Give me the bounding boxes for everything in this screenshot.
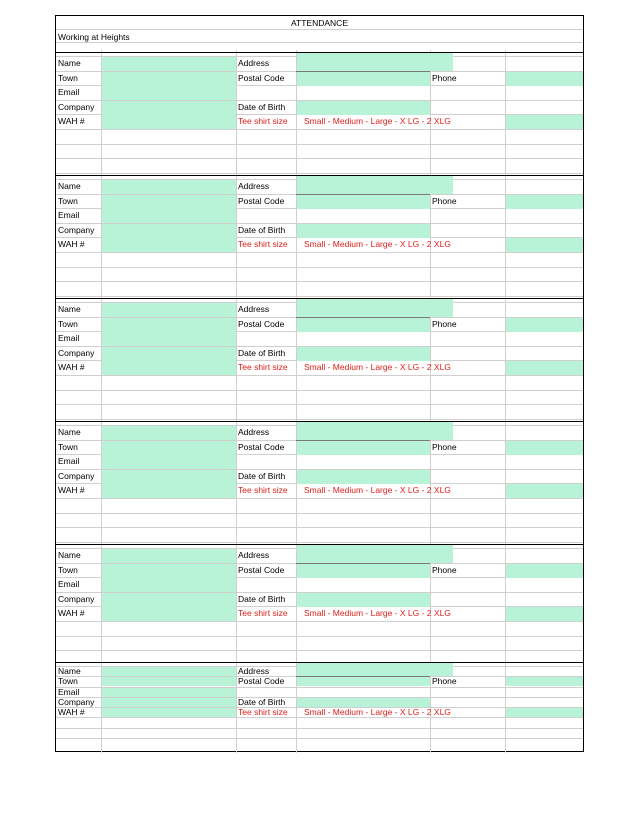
label-address: Address — [238, 427, 270, 438]
right-input-cell[interactable] — [506, 607, 583, 621]
label-tee-shirt-size: Tee shirt size — [238, 707, 288, 718]
label-town: Town — [58, 565, 78, 576]
date-of-birth-input[interactable] — [297, 470, 430, 484]
label-name: Name — [58, 427, 81, 438]
date-of-birth-input[interactable] — [297, 347, 430, 361]
label-address: Address — [238, 181, 270, 192]
grid-row-line — [56, 375, 583, 376]
date-of-birth-input[interactable] — [297, 101, 430, 115]
label-postal-code: Postal Code — [238, 73, 285, 84]
label-address: Address — [238, 304, 270, 315]
field-underline — [296, 194, 430, 195]
input-cell-left[interactable] — [102, 698, 236, 707]
label-company: Company — [58, 348, 95, 359]
grid-row-line — [56, 173, 583, 174]
input-cell-left[interactable] — [102, 607, 236, 621]
input-cell-left[interactable] — [102, 72, 236, 86]
input-cell-left[interactable] — [102, 667, 236, 676]
phone-input[interactable] — [506, 677, 583, 686]
field-underline — [296, 676, 430, 677]
field-underline — [296, 71, 430, 72]
label-wah: WAH # — [58, 116, 85, 127]
input-cell-left[interactable] — [102, 115, 236, 129]
postal-code-input[interactable] — [297, 318, 430, 332]
label-name: Name — [58, 550, 81, 561]
label-phone: Phone — [432, 565, 457, 576]
label-company: Company — [58, 102, 95, 113]
grid-row-line — [56, 621, 583, 622]
grid-row-line — [56, 296, 583, 297]
grid-column-line — [296, 50, 297, 753]
label-postal-code: Postal Code — [238, 676, 285, 687]
grid-row-line — [56, 281, 583, 282]
label-phone: Phone — [432, 442, 457, 453]
grid-row-line — [56, 636, 583, 637]
label-town: Town — [58, 73, 78, 84]
input-cell-left[interactable] — [102, 238, 236, 252]
grid-row-line — [56, 728, 583, 729]
grid-row-line — [56, 650, 583, 651]
label-wah: WAH # — [58, 608, 85, 619]
label-town: Town — [58, 196, 78, 207]
label-email: Email — [58, 210, 80, 221]
input-cell-left[interactable] — [102, 484, 236, 498]
label-name: Name — [58, 666, 81, 677]
input-cell-left[interactable] — [102, 224, 236, 238]
input-cell-left[interactable] — [102, 86, 236, 100]
label-name: Name — [58, 58, 81, 69]
grid-column-line — [430, 50, 431, 753]
grid-row-line — [56, 158, 583, 159]
label-address: Address — [238, 666, 270, 677]
input-cell-left[interactable] — [102, 101, 236, 115]
label-company: Company — [58, 471, 95, 482]
grid-row-line — [56, 498, 583, 499]
label-wah: WAH # — [58, 239, 85, 250]
label-date-of-birth: Date of Birth — [238, 348, 286, 359]
label-tee-shirt-size: Tee shirt size — [238, 608, 288, 619]
address-input[interactable] — [297, 53, 453, 71]
label-town: Town — [58, 319, 78, 330]
input-cell-left[interactable] — [102, 688, 236, 697]
address-input[interactable] — [297, 299, 453, 317]
phone-input[interactable] — [506, 564, 583, 578]
input-cell-left[interactable] — [102, 303, 236, 317]
grid-column-line — [101, 50, 102, 753]
input-cell-left[interactable] — [102, 426, 236, 440]
label-phone: Phone — [432, 73, 457, 84]
label-date-of-birth: Date of Birth — [238, 471, 286, 482]
label-tee-shirt-size: Tee shirt size — [238, 362, 288, 373]
input-cell-left[interactable] — [102, 195, 236, 209]
address-input[interactable] — [297, 545, 453, 563]
label-postal-code: Postal Code — [238, 196, 285, 207]
tee-shirt-size-options: Small - Medium - Large - X LG - 2 XLG — [304, 239, 451, 250]
sheet-title: ATTENDANCE — [291, 18, 348, 28]
course-name: Working at Heights — [58, 32, 130, 42]
input-cell-left[interactable] — [102, 549, 236, 563]
input-cell-left[interactable] — [102, 361, 236, 375]
label-town: Town — [58, 676, 78, 687]
attendance-sheet — [55, 15, 584, 752]
tee-shirt-size-options: Small - Medium - Large - X LG - 2 XLG — [304, 608, 451, 619]
grid-row-line — [56, 419, 583, 420]
address-input[interactable] — [297, 663, 453, 676]
grid-row-line — [56, 717, 583, 718]
grid-row-line — [56, 252, 583, 253]
grid-row-line — [56, 513, 583, 514]
tee-shirt-size-options: Small - Medium - Large - X LG - 2 XLG — [304, 707, 451, 718]
tee-shirt-size-options: Small - Medium - Large - X LG - 2 XLG — [304, 116, 451, 127]
label-company: Company — [58, 594, 95, 605]
field-underline — [296, 317, 430, 318]
input-cell-left[interactable] — [102, 708, 236, 717]
address-input[interactable] — [297, 422, 453, 440]
label-tee-shirt-size: Tee shirt size — [238, 239, 288, 250]
phone-input[interactable] — [506, 318, 583, 332]
label-name: Name — [58, 181, 81, 192]
grid-row-line — [56, 129, 583, 130]
label-company: Company — [58, 225, 95, 236]
date-of-birth-input[interactable] — [297, 698, 430, 707]
grid-row-line — [56, 267, 583, 268]
label-postal-code: Postal Code — [238, 442, 285, 453]
label-email: Email — [58, 333, 80, 344]
label-name: Name — [58, 304, 81, 315]
label-email: Email — [58, 687, 80, 698]
input-cell-left[interactable] — [102, 57, 236, 71]
input-cell-left[interactable] — [102, 564, 236, 578]
input-cell-left[interactable] — [102, 578, 236, 592]
right-input-cell[interactable] — [506, 115, 583, 129]
input-cell-left[interactable] — [102, 677, 236, 686]
phone-input[interactable] — [506, 441, 583, 455]
label-wah: WAH # — [58, 362, 85, 373]
grid-row-line — [56, 738, 583, 739]
input-cell-left[interactable] — [102, 470, 236, 484]
label-tee-shirt-size: Tee shirt size — [238, 116, 288, 127]
right-input-cell[interactable] — [506, 708, 583, 717]
label-phone: Phone — [432, 676, 457, 687]
input-cell-left[interactable] — [102, 180, 236, 194]
label-company: Company — [58, 697, 95, 708]
right-input-cell[interactable] — [506, 484, 583, 498]
input-cell-left[interactable] — [102, 455, 236, 469]
grid-row-line — [56, 542, 583, 543]
label-wah: WAH # — [58, 707, 85, 718]
right-input-cell[interactable] — [506, 238, 583, 252]
grid-column-line — [505, 50, 506, 753]
phone-input[interactable] — [506, 72, 583, 86]
postal-code-input[interactable] — [297, 72, 430, 86]
postal-code-input[interactable] — [297, 564, 430, 578]
postal-code-input[interactable] — [297, 677, 430, 686]
grid-row-line — [56, 42, 583, 43]
label-postal-code: Postal Code — [238, 565, 285, 576]
input-cell-left[interactable] — [102, 209, 236, 223]
address-input[interactable] — [297, 176, 453, 194]
label-phone: Phone — [432, 319, 457, 330]
date-of-birth-input[interactable] — [297, 593, 430, 607]
phone-input[interactable] — [506, 195, 583, 209]
label-date-of-birth: Date of Birth — [238, 225, 286, 236]
postal-code-input[interactable] — [297, 195, 430, 209]
label-town: Town — [58, 442, 78, 453]
label-email: Email — [58, 87, 80, 98]
label-wah: WAH # — [58, 485, 85, 496]
label-phone: Phone — [432, 196, 457, 207]
label-date-of-birth: Date of Birth — [238, 697, 286, 708]
date-of-birth-input[interactable] — [297, 224, 430, 238]
grid-row-line — [56, 404, 583, 405]
field-underline — [296, 563, 430, 564]
label-address: Address — [238, 58, 270, 69]
input-cell-left[interactable] — [102, 318, 236, 332]
label-date-of-birth: Date of Birth — [238, 594, 286, 605]
label-postal-code: Postal Code — [238, 319, 285, 330]
postal-code-input[interactable] — [297, 441, 430, 455]
grid-column-line — [236, 50, 237, 753]
grid-row-line — [56, 144, 583, 145]
label-tee-shirt-size: Tee shirt size — [238, 485, 288, 496]
grid-row-line — [56, 390, 583, 391]
label-date-of-birth: Date of Birth — [238, 102, 286, 113]
input-cell-left[interactable] — [102, 441, 236, 455]
label-email: Email — [58, 579, 80, 590]
label-email: Email — [58, 456, 80, 467]
grid-row-line — [56, 527, 583, 528]
input-cell-left[interactable] — [102, 332, 236, 346]
right-input-cell[interactable] — [506, 361, 583, 375]
input-cell-left[interactable] — [102, 347, 236, 361]
grid-row-line — [56, 29, 583, 30]
input-cell-left[interactable] — [102, 593, 236, 607]
tee-shirt-size-options: Small - Medium - Large - X LG - 2 XLG — [304, 362, 451, 373]
tee-shirt-size-options: Small - Medium - Large - X LG - 2 XLG — [304, 485, 451, 496]
field-underline — [296, 440, 430, 441]
label-address: Address — [238, 550, 270, 561]
